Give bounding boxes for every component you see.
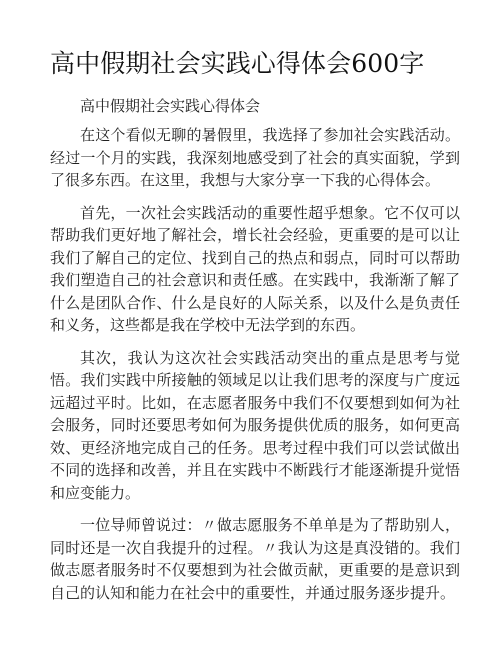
document-subtitle: 高中假期社会实践心得体会: [80, 97, 261, 115]
paragraph-intro: 在这个看似无聊的暑假里，我选择了参加社会实践活动。经过一个月的实践，我深刻地感受到了社会的真实面貌，学到了很多东西。在这里，我想与大家分享一下我的心得体会。: [50, 126, 460, 189]
document-body: [50, 124, 460, 604]
paragraph-mentor-quote: 一位导师曾说过：〃做志愿服务不单单是为了帮助别人，同时还是一次自我提升的过程。〃我认为这是真没错的。我们做志愿者服务时不仅要想到为社会做贡献，更重要的是意识到自己的认知和能力在社会中的重要性，并通过服务逐步提升。: [50, 516, 460, 602]
document-title: 高中假期社会实践心得体会600字: [50, 49, 425, 78]
paragraph-reflection: 其次，我认为这次社会实践活动突出的重点是思考与觉悟。我们实践中所接触的领域足以让我们思考的深度与广度远远超过平时。比如，在志愿者服务中我们不仅要想到如何为社会服务，同时还要思考如何为服务提供优质的服务，如何更高效、更经济地完成自己的任务。思考过程中我们可以尝试做出不同的选择和改善，并且在实践中不断践行才能逐渐提升觉悟和应变能力。: [50, 348, 460, 502]
paragraph-importance: 首先，一次社会实践活动的重要性超乎想象。它不仅可以帮助我们更好地了解社会，增长社会经验，更重要的是可以让我们了解自己的定位、找到自己的热点和弱点，同时可以帮助我们塑造自己的社会意识和责任感。在实践中，我渐渐了解了什么是团队合作、什么是良好的人际关系，以及什么是负责任和义务，这些都是我在学校中无法学到的东西。: [50, 203, 460, 334]
